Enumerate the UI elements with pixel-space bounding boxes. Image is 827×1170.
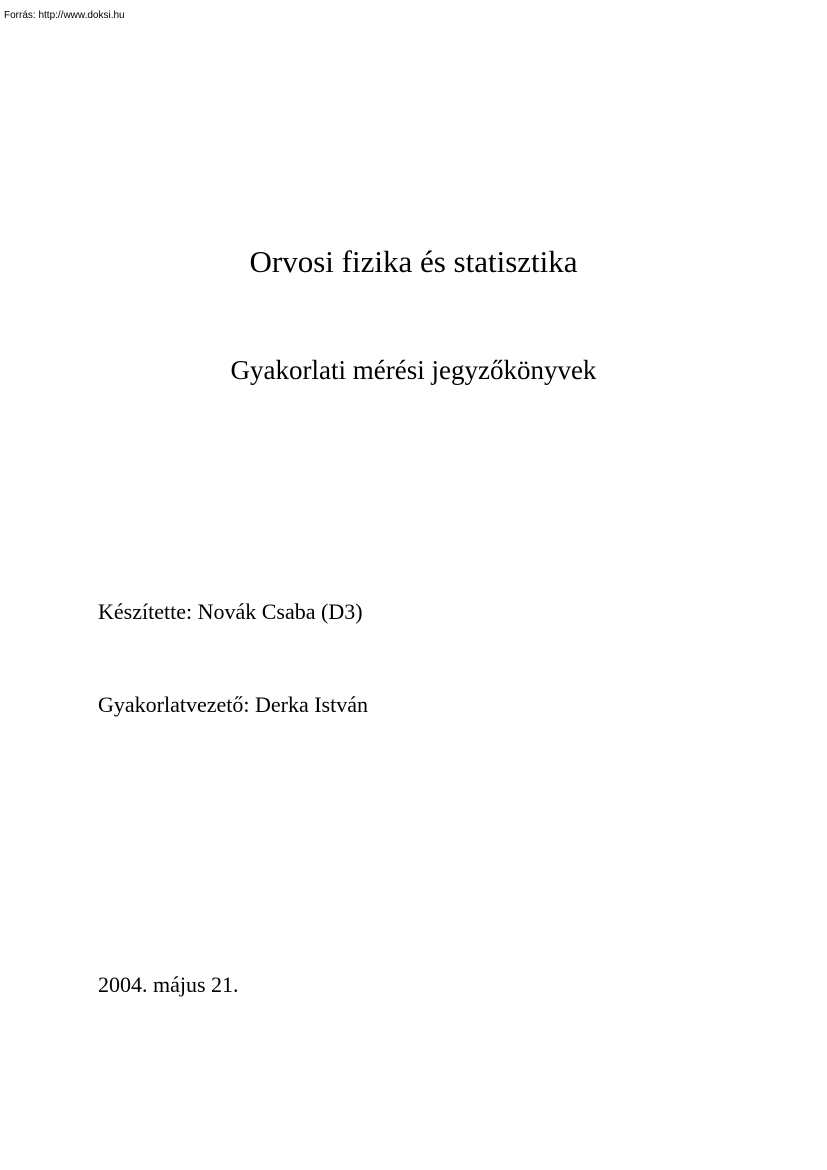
date-line: 2004. május 21.: [98, 972, 239, 997]
source-link[interactable]: Forrás: http://www.doksi.hu: [4, 10, 125, 21]
document-subtitle: Gyakorlati mérési jegyzőkönyvek: [230, 355, 597, 385]
instructor-line: Gyakorlatvezető: Derka István: [98, 692, 368, 717]
document-title: Orvosi fizika és statisztika: [249, 244, 578, 279]
author-line: Készítette: Novák Csaba (D3): [98, 599, 363, 624]
